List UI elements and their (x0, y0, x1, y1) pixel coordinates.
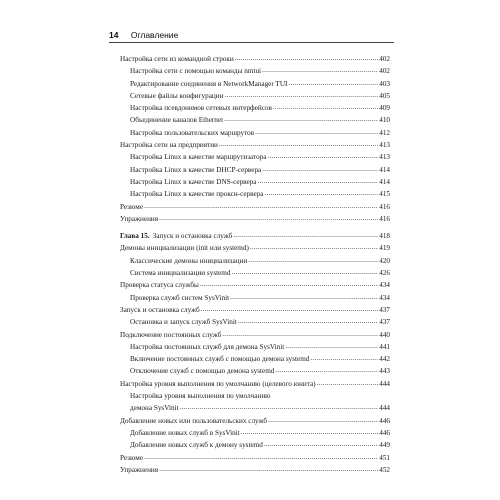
table-of-contents (120, 53, 390, 476)
toc-entry (120, 390, 390, 415)
toc-entry-page: 402 (379, 67, 390, 76)
toc-entry-page: 412 (379, 128, 390, 137)
toc-entry (120, 230, 390, 242)
dot-leader (285, 341, 378, 353)
toc-entry-page: 452 (379, 465, 390, 474)
toc-entry (120, 188, 390, 200)
toc-entry (120, 65, 390, 77)
toc-entry (120, 292, 390, 304)
dot-leader (317, 378, 379, 390)
toc-entry-title: Настройка пользовательских маршрутов (130, 128, 255, 137)
toc-entry (120, 90, 390, 102)
dot-leader (201, 304, 379, 316)
dot-leader (230, 292, 378, 304)
toc-entry (120, 176, 390, 188)
toc-entry-title: Упражнения (120, 465, 159, 474)
toc-entry-title: Настройка псевдонимов сетевых интерфейсов (130, 104, 272, 113)
dot-leader (159, 213, 378, 225)
toc-entry-title: Проверка служб систем SysVinit (130, 293, 230, 302)
toc-entry-page: 418 (379, 232, 390, 241)
toc-entry-page: 444 (379, 379, 390, 388)
header-rule (109, 42, 394, 43)
toc-entry-page: 444 (379, 404, 390, 413)
toc-entry (120, 452, 390, 464)
toc-entry (120, 316, 390, 328)
toc-entry-title: Резюме (120, 453, 144, 462)
toc-entry (120, 439, 390, 451)
dot-leader (144, 201, 378, 213)
toc-entry-title: Настройка уровня выполнения по умолчанию (130, 392, 271, 401)
toc-entry-title: Редактирование соединения в NetworkManager TUI (130, 79, 288, 88)
toc-entry-page: 403 (379, 79, 390, 88)
toc-entry-page: 446 (379, 416, 390, 425)
toc-entry-title: Остановка и запуск служб SysVinit (130, 318, 237, 327)
toc-entry-page: 449 (379, 441, 390, 450)
toc-entry-title: Проверка статуса службы (120, 281, 199, 290)
dot-leader (200, 280, 378, 292)
toc-entry-title: Настройка Linux в качестве прокси-сервера (130, 190, 264, 199)
toc-entry-page: 409 (379, 104, 390, 113)
toc-entry-title: Настройка Linux в качестве маршрутизатора (130, 153, 267, 162)
toc-entry-title: Добавление новых или пользовательских служб (120, 416, 268, 425)
toc-entry-title: Система инициализации systemd (130, 269, 231, 278)
toc-entry-page: 416 (379, 202, 390, 211)
toc-entry-title: Сетевые файлы конфигурации (130, 91, 224, 100)
toc-entry-page: 405 (379, 91, 390, 100)
dot-leader (262, 66, 378, 78)
dot-leader (264, 440, 378, 452)
toc-entry (120, 114, 390, 126)
toc-entry (120, 378, 390, 390)
dot-leader (262, 164, 378, 176)
toc-entry-page: 451 (379, 453, 390, 462)
toc-entry-title: Классические демоны инициализации (130, 256, 248, 265)
dot-leader (248, 255, 378, 267)
toc-entry (120, 139, 390, 151)
dot-leader (288, 78, 378, 90)
toc-entry-title: Отключение служб с помощью демона systemd (130, 367, 275, 376)
toc-entry-page: 416 (379, 214, 390, 223)
dot-leader (255, 127, 378, 139)
dot-leader (264, 189, 378, 201)
toc-entry (120, 255, 390, 267)
chapter-label: Глава 15. (120, 232, 150, 241)
header-title: Оглавление (130, 30, 179, 40)
toc-entry-page: 414 (379, 165, 390, 174)
toc-entry-title: Настройка Linux в качестве DNS-сервера (130, 177, 257, 186)
toc-entry (120, 53, 390, 65)
toc-entry (120, 242, 390, 254)
toc-entry-title: Запуск и остановка служб (152, 232, 233, 241)
toc-entry (120, 78, 390, 90)
toc-entry-page: 446 (379, 428, 390, 437)
dot-leader (275, 366, 378, 378)
toc-entry (120, 353, 390, 365)
toc-entry (120, 201, 390, 213)
dot-leader (219, 139, 378, 151)
toc-entry-page: 413 (379, 141, 390, 150)
toc-entry-title: Настройка сети с помощью команды nmtui (130, 67, 262, 76)
toc-entry-title: Настройка Linux в качестве DHCP-сервера (130, 165, 262, 174)
toc-entry (120, 267, 390, 279)
dot-leader (267, 152, 378, 164)
dot-leader (235, 53, 378, 65)
toc-entry-page: 402 (379, 55, 390, 63)
toc-entry-page: 415 (379, 190, 390, 199)
toc-entry (120, 329, 390, 341)
toc-entry-title: Резюме (120, 202, 144, 211)
toc-entry-page: 440 (379, 330, 390, 339)
toc-entry-page: 434 (379, 281, 390, 290)
dot-leader (250, 243, 378, 255)
page-number: 14 (109, 30, 119, 40)
toc-entry (120, 213, 390, 225)
toc-entry-title-continued: демона SysVinit (130, 404, 179, 413)
toc-entry (120, 127, 390, 139)
dot-leader (224, 90, 378, 102)
toc-entry-title: Объединение каналов Ethernet (130, 116, 224, 125)
toc-entry-page: 437 (379, 318, 390, 327)
dot-leader (233, 230, 378, 242)
toc-entry-title: Настройка сети из командной строки (120, 55, 234, 63)
toc-entry-page: 420 (379, 256, 390, 265)
dot-leader (222, 329, 378, 341)
toc-entry (120, 415, 390, 427)
toc-entry-page: 437 (379, 305, 390, 314)
toc-entry-title: Подключение постоянных служб (120, 330, 222, 339)
toc-entry-title: Запуск и остановка служб (120, 305, 200, 314)
toc-entry (120, 464, 390, 476)
toc-entry (120, 427, 390, 439)
toc-entry-title: Добавление новых служб к демону systemd (130, 441, 263, 450)
dot-leader (238, 317, 378, 329)
toc-entry-page: 410 (379, 116, 390, 125)
toc-entry (120, 151, 390, 163)
toc-entry-page: 441 (379, 342, 390, 351)
toc-entry-title: Упражнения (120, 214, 159, 223)
toc-entry-page: 413 (379, 153, 390, 162)
dot-leader (310, 353, 378, 365)
toc-entry (120, 279, 390, 291)
dot-leader (232, 267, 379, 279)
dot-leader (257, 176, 378, 188)
dot-leader (273, 102, 378, 114)
toc-entry (120, 365, 390, 377)
toc-entry-page: 414 (379, 177, 390, 186)
dot-leader (180, 403, 379, 415)
toc-entry-title: Настройка уровня выполнения по умолчанию (целевого юнита) (120, 379, 316, 388)
toc-entry-page: 434 (379, 293, 390, 302)
toc-entry-page: 443 (379, 367, 390, 376)
toc-entry (120, 304, 390, 316)
toc-entry-title: Включение постоянных служб с помощью демона systemd (130, 355, 310, 364)
toc-entry-page: 419 (379, 244, 390, 253)
dot-leader (224, 115, 378, 127)
dot-leader (241, 427, 379, 439)
toc-entry (120, 341, 390, 353)
toc-entry-title: Демоны инициализации (init или systemd) (120, 244, 249, 253)
toc-entry-page: 426 (379, 269, 390, 278)
toc-entry-title: Настройка сети на предприятии (120, 141, 218, 150)
toc-entry-title: Настройка постоянных служб для демона SysVinit (130, 342, 285, 351)
toc-entry (120, 102, 390, 114)
toc-entry-title: Добавление новых служб в SysVinit (130, 428, 240, 437)
toc-entry (120, 164, 390, 176)
dot-leader (159, 464, 378, 476)
dot-leader (144, 452, 378, 464)
toc-entry-page: 442 (379, 355, 390, 364)
dot-leader (268, 415, 378, 427)
